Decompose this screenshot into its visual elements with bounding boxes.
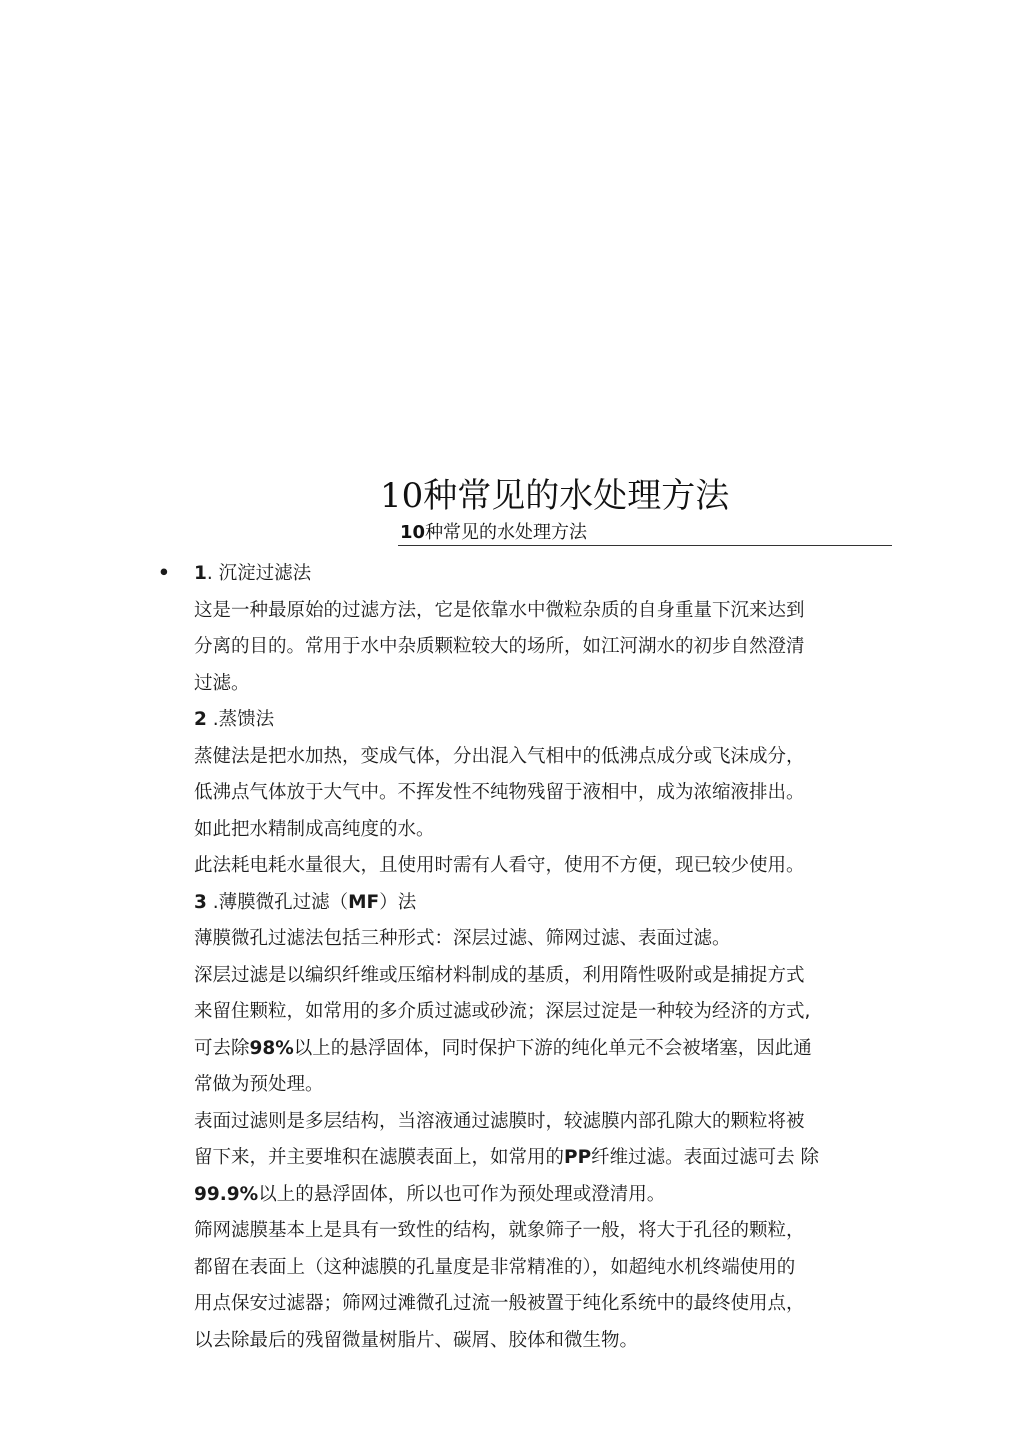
section-2-number: 2: [194, 709, 207, 730]
text-run: 可去除: [194, 1037, 250, 1059]
paragraph-line: 深层过滤是以编织纤维或压缩材料制成的基质，利用隋性吸附或是捕捉方式: [194, 964, 805, 986]
paragraph-line: 来留住颗粒，如常用的多介质过滤或砂流；深层过淀是一种较为经济的方式,: [194, 1001, 811, 1022]
subtitle-text: 种常见的水处理方法: [425, 522, 588, 543]
paragraph-line: 薄膜微孔过滤法包括三种形式：深层过滤、筛网过滤、表面过滤。: [194, 928, 731, 949]
paragraph-line: 这是一种最原始的过滤方法，它是依靠水中微粒杂质的自身重量下沉来达到: [194, 599, 805, 621]
paragraph-line: 筛网滤膜基本上是具有一致性的结构，就象筛子一般，将大于孔径的颗粒，: [194, 1220, 805, 1241]
document-body: [158, 556, 894, 1359]
paragraph-line: [194, 1031, 894, 1068]
subtitle-rule: [398, 545, 892, 546]
section-3-title-mf: MF: [348, 891, 380, 913]
section-3-number: 3: [194, 891, 207, 913]
section-2-heading: [194, 702, 894, 739]
section-1-title: . 沉淀过滤法: [206, 563, 312, 584]
text-run: 留下来，并主要堆积在滤膜表面上，如常用的: [194, 1147, 565, 1168]
paragraph-line: 分离的目的。常用于水中杂质颗粒较大的场所，如江河湖水的初步自然澄清: [194, 636, 805, 657]
bullet-icon: •: [158, 563, 170, 584]
paragraph-line: 如此把水精制成高纯度的水。: [194, 818, 435, 840]
section-3-title-a: .薄膜微孔过滤（: [206, 891, 349, 913]
paragraph-line: 此法耗电耗水量很大，且使用时需有人看守，使用不方便，现已较少使用。: [194, 855, 805, 876]
pp-label: PP: [564, 1147, 592, 1168]
paragraph-line: [194, 1177, 894, 1214]
paragraph-line: 低沸点气体放于大气中。不挥发性不纯物残留于液相中，成为浓缩液排出。: [194, 782, 805, 803]
paragraph-line: 用点保安过滤器；筛网过滩微孔过流一般被置于纯化系统中的最终使用点，: [194, 1293, 805, 1314]
page-title: 10种常见的水处理方法: [380, 476, 730, 516]
section-1-text: [194, 563, 311, 584]
section-1-number: 1: [194, 563, 207, 584]
paragraph-line: 以去除最后的残留微量树脂片、碳屑、胶体和微生物。: [194, 1329, 639, 1351]
text-run: 以上的悬浮固体，所以也可作为预处理或澄清用。: [258, 1183, 666, 1205]
section-3-title-b: ）法: [379, 891, 417, 913]
paragraph-line: 过滤。: [194, 672, 250, 694]
paragraph-line: 都留在表面上（这种滤膜的孔量度是非常精准的），如超纯水机终端使用的: [194, 1256, 796, 1278]
subtitle-number: 10: [400, 522, 426, 543]
paragraph-line: 蒸健法是把水加热，变成气体，分出混入气相中的低沸点成分或飞沫成分，: [194, 745, 805, 767]
paragraph-line: 表面过滤则是多层结构，当溶液通过滤膜时，较滤膜内部孔隙大的颗粒将被: [194, 1110, 805, 1132]
section-1-heading: [158, 556, 894, 593]
section-2-title: .蒸馈法: [206, 709, 275, 730]
percent-value: 98%: [249, 1037, 294, 1059]
page-subtitle: [400, 520, 587, 546]
paragraph-line: [194, 1140, 894, 1177]
section-3-heading: [194, 885, 894, 922]
text-run: 纤维过滤。表面过滤可去 除: [591, 1147, 820, 1168]
paragraph-line: 常做为预处理。: [194, 1074, 324, 1095]
percent-value: 99.9%: [194, 1183, 259, 1205]
text-run: 以上的悬浮固体，同时保护下游的纯化单元不会被堵塞，因此通: [293, 1037, 812, 1059]
